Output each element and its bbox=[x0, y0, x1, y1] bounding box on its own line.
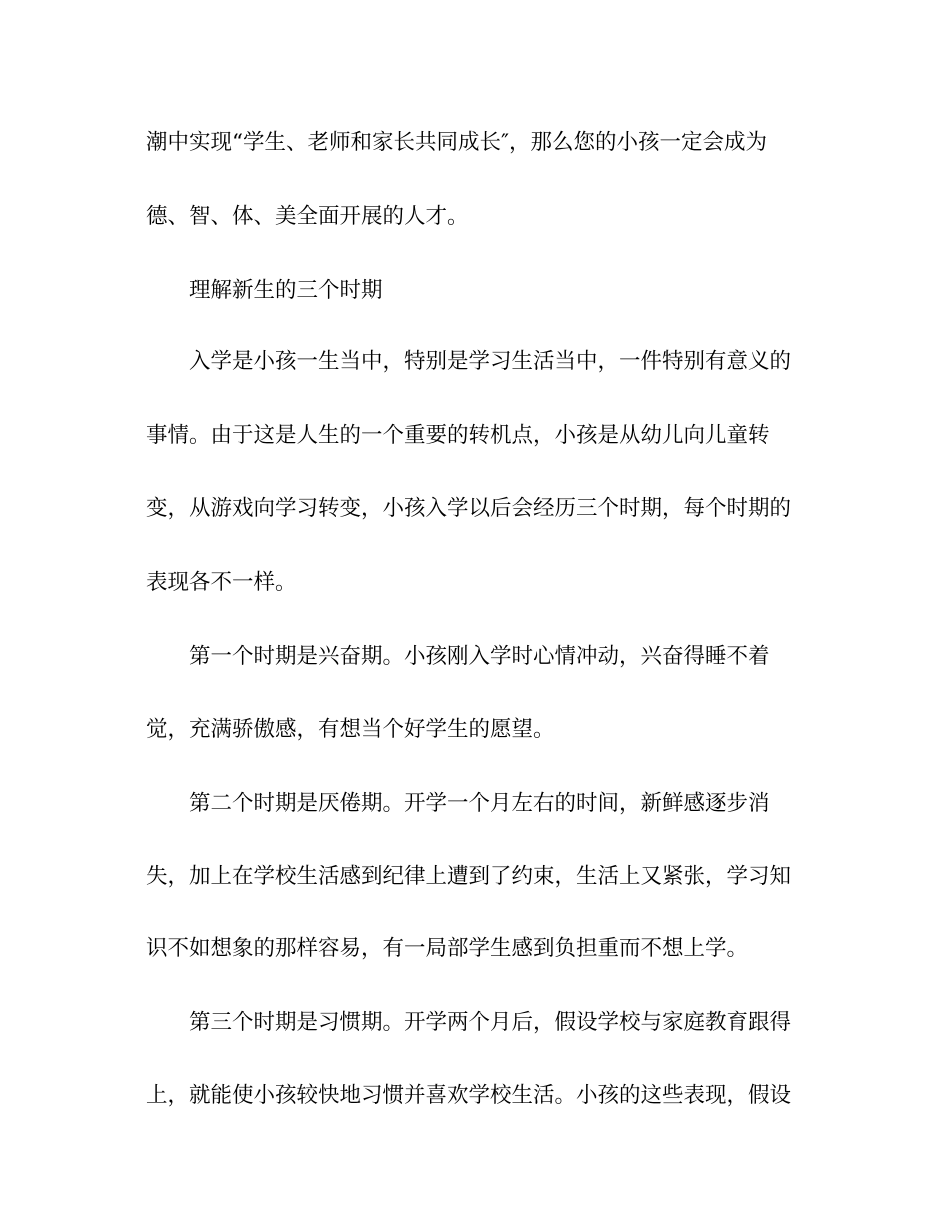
paragraph-line: 第三个时期是习惯期。开学两个月后，假设学校与家庭教育跟得 bbox=[189, 1010, 792, 1035]
paragraph-line: 第二个时期是厌倦期。开学一个月左右的时间，新鲜感逐步消 bbox=[189, 791, 770, 816]
paragraph-line: 入学是小孩一生当中，特别是学习生活当中，一件特别有意义的 bbox=[189, 349, 792, 374]
paragraph-line: 事情。由于这是人生的一个重要的转机点，小孩是从幼儿向儿童转 bbox=[146, 423, 770, 448]
paragraph-line: 第一个时期是兴奋期。小孩刚入学时心情冲动，兴奋得睡不着 bbox=[189, 644, 770, 669]
section-heading: 理解新生的三个时期 bbox=[189, 278, 383, 303]
paragraph-line: 觉，充满骄傲感，有想当个好学生的愿望。 bbox=[146, 717, 555, 742]
paragraph-line: 潮中实现“学生、老师和家长共同成长″，那么您的小孩一定会成为 bbox=[146, 130, 768, 155]
paragraph-line: 德、智、体、美全面开展的人才。 bbox=[146, 204, 469, 229]
paragraph-line: 表现各不一样。 bbox=[146, 570, 297, 595]
paragraph-line: 变，从游戏向学习转变，小孩入学以后会经历三个时期，每个时期的 bbox=[146, 496, 792, 521]
paragraph-line: 识不如想象的那样容易，有一局部学生感到负担重而不想上学。 bbox=[146, 936, 749, 961]
paragraph-line: 上，就能使小孩较快地习惯并喜欢学校生活。小孩的这些表现，假设 bbox=[146, 1083, 792, 1108]
paragraph-line: 失，加上在学校生活感到纪律上遭到了约束，生活上又紧张，学习知 bbox=[146, 864, 792, 889]
